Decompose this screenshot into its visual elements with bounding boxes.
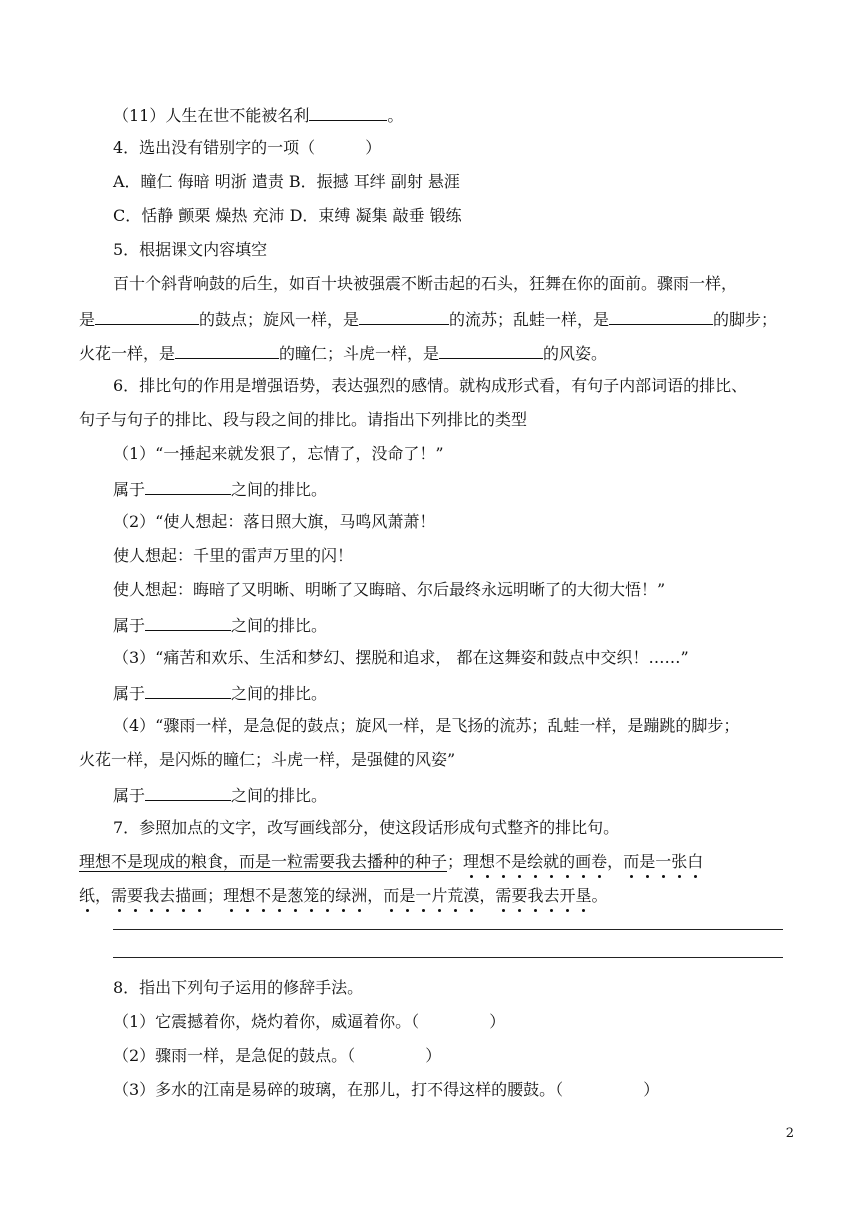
q5-passage-line2: 是 的鼓点；旋风一样，是 的流苏；乱蛙一样，是 的脚步； [79,307,777,331]
blank[interactable] [145,783,231,801]
dotted-text: 理想不是绘就的画卷，而是一张白 [463,852,704,871]
q6-item-3: （3）“痛苦和欢乐、生活和梦幻、摆脱和追求， 都在这舞姿和鼓点中交织！……” [113,648,689,667]
q6-item-4-line2: 火花一样，是闪烁的瞳仁；斗虎一样，是强健的风姿” [79,750,456,769]
underlined-text: 理想不是现成的粮食，而是一粒需要我去播种的种子 [79,852,448,871]
q5-stem: 5．根据课文内容填空 [113,240,268,259]
q5-passage-line3: 火花一样，是 的瞳仁；斗虎一样，是 的风姿。 [79,341,607,365]
blank[interactable] [175,341,279,359]
q6-item-2-line1: （2）“使人想起：落日照大旗，马鸣风萧萧！ [113,512,436,531]
blank[interactable] [145,613,231,631]
q6-answer-1: 属于 之间的排比。 [113,477,327,501]
page-number: 2 [785,1126,794,1141]
blank[interactable] [359,307,449,325]
q6-stem-line1: 6．排比句的作用是增强语势，表达强烈的感情。就构成形式看，有句子内部词语的排比、 [113,376,748,395]
blank[interactable] [609,307,713,325]
answer-line[interactable] [113,957,783,958]
q4-options-cd: C．恬静 颤栗 燥热 充沛 D．束缚 凝集 敲垂 锻练 [113,206,462,225]
q6-answer-4: 属于 之间的排比。 [113,783,327,807]
q4-options-ab: A．瞳仁 侮暗 明浙 遣责 B．振撼 耳绊 副射 悬涯 [113,172,460,191]
q8-item-2: （2）骤雨一样，是急促的鼓点。（ ） [113,1046,442,1065]
q8-item-1: （1）它震撼着你，烧灼着你，威逼着你。（ ） [113,1012,506,1031]
q6-stem-line2: 句子与句子的排比、段与段之间的排比。请指出下列排比的类型 [79,410,528,429]
blank[interactable] [439,341,543,359]
q6-item-1: （1）“一捶起来就发狠了，忘情了，没命了！” [113,444,444,463]
q6-item-2-line2: 使人想起：千里的雷声万里的闪！ [113,546,354,565]
dotted-text: 理想不是葱笼的绿洲，而是一片荒漠，需要我去开垦 [223,886,592,905]
q6-item-4-line1: （4）“骤雨一样，是急促的鼓点；旋风一样，是飞扬的流苏；乱蛙一样，是蹦跳的脚步； [113,716,740,735]
q6-item-2-line3: 使人想起：晦暗了又明晰、明晰了又晦暗、尔后最终永远明晰了的大彻大悟！” [113,580,666,599]
q3-item-11: （11）人生在世不能被名利 。 [113,103,403,127]
blank[interactable] [145,681,231,699]
blank[interactable] [145,477,231,495]
answer-line[interactable] [113,929,783,930]
q8-item-3: （3）多水的江南是易碎的玻璃，在那儿，打不得这样的腰鼓。（ ） [113,1080,660,1099]
q6-answer-3: 属于 之间的排比。 [113,681,327,705]
q8-stem: 8．指出下列句子运用的修辞手法。 [113,978,364,997]
q7-passage-line2: 纸，需要我去描画；理想不是葱笼的绿洲，而是一片荒漠，需要我去开垦。 [79,886,608,905]
q6-answer-2: 属于 之间的排比。 [113,613,327,637]
q4-stem: 4．选出没有错别字的一项（ ） [113,138,382,157]
q7-passage-line1: 理想不是现成的粮食，而是一粒需要我去播种的种子；理想不是绘就的画卷，而是一张白 [79,852,704,871]
blank[interactable] [309,103,387,121]
dotted-text: 纸，需要我去描画 [79,886,208,905]
blank[interactable] [95,307,199,325]
q5-passage-line1: 百十个斜背响鼓的后生，如百十块被强震不断击起的石头，狂舞在你的面前。骤雨一样， [113,274,738,293]
q7-stem: 7．参照加点的文字，改写画线部分，使这段话形成句式整齐的排比句。 [113,818,620,837]
